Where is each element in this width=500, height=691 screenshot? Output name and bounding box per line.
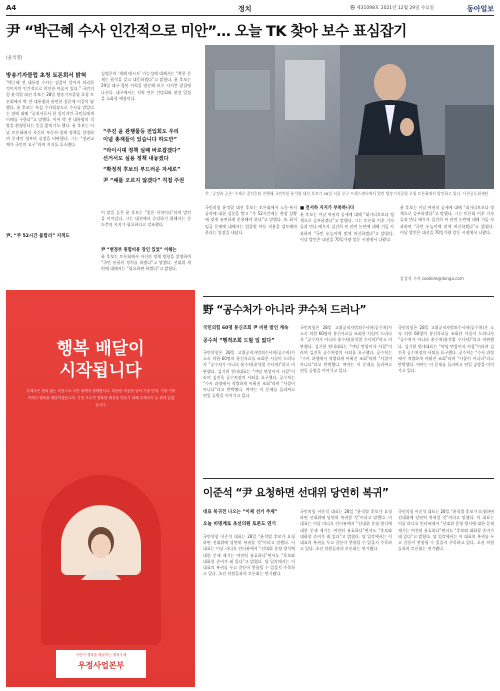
main-headline: 尹 “박근혜 수사 인간적으로 미안”… 오늘 TK 찾아 보수 표심잡기 [6,24,407,40]
ad-slogan: 국민이 행복을 배달하는 행복우체 [75,653,127,657]
ad-title [6,338,195,382]
column-3-subhead: ■ 전서하 지지가 부족하니다 [300,206,355,211]
pullquote-2: 이념 총재들이 있습니다 하도만” [103,137,177,143]
story-2-lead: 국민의힘 60명 통신조회 尹 비판 발언 계속 [203,326,289,331]
page-header [6,3,494,15]
column-1-subhead: 尹, “주 52시간 불합리” 지적도 [6,234,70,239]
story-2-headline: 野 “공수처가 아니라 尹수처 드러나” [203,304,367,316]
sub-kicker: 방송기자클럽 초청 토론회서 밝혀 [6,73,87,79]
issue-info: ㉿ 제31098호 2021년 12월 29일 수요일 [350,6,434,11]
newspaper-logo: 동아일보 [466,4,494,13]
page-number: A4 [6,4,17,12]
article-column-2b: 이 말을 들은 윤 후보는 “좋은 지적이다”라며 발언을 이어갔다. 그는 대선에서 승리하기 위해서는 중도층의 지지가 필요하다고 강조했다. [101,210,191,228]
story-3-divider [203,478,494,479]
article-column-2c: 윤 후보는 토론회에서 자신의 정책 방향을 설명하며 “국민 통합의 정치를 하겠다”고 말했다. 선대위 개편에 대해서는 “필요하면 하겠다”고 밝혔다. [101,254,191,272]
photo-scene [205,45,494,189]
story-3-column-3: 국민의힘 이준석 대표는 28일 “윤석열 후보가 요청하면 선대위에 당연히 복귀할 것”이라고 말했다. 이 대표는 이날 라디오 인터뷰에서 “선대위 운영 방식에 대한 문제 제기는 여전히 유효하다”면서도 “후보와 대화할 준비가 돼 있다”고 밝혔다. 당 일각에서는 이 대표의 복귀를 두고 갈등이 봉합될 수 있을지 주목하고 있다. 초선 의원들과의 토론회는 연기됐다. [398,509,494,552]
article-column-3b: 윤 후보는 이날 여권의 공세에 대해 “네거티브보다 정책으로 승부하겠다”고 말했다. 그는 토론회 이후 기자들과 만나 배우자 김건희 씨 관련 논란에 대해 거듭 사과하며 “국민 눈높이에 맞게 처신하겠다”고 밝혔다. 이날 발언은 대선을 70일가량 앞둔 시점에서 나왔다. [300,212,394,242]
story-2-divider [203,296,494,297]
pullquote-1: “주진 윤 관행물등 전입회도 우리 [103,129,179,135]
reporter-line [6,44,94,63]
article-byline: 강경석 기자 coolkim@donga.com [400,276,464,281]
ad-logo-box [56,650,146,678]
story-2-column-2: 국민의힘은 28일 고위공직자범죄수사처(공수처)가 소속 의원 60명의 통신자료를 조회한 사실이 드러나자 “공수처가 아니라 윤수처(윤석열 수사처)”라고 비판했다. 김기현 원내대표는 “야당 탄압이자 사찰”이라며 김진욱 공수처장의 사퇴를 요구했다. 공수처는 “수사 과정에서 적법하게 이뤄진 조회”라며 “사찰이 아니다”라고 반박했다. 여야는 이 문제를 둘러싸고 연일 공방을 이어가고 있다. [300,325,392,374]
section-title: 정치 [238,5,252,13]
story-3-headline: 이준석 “尹 요청하면 선대위 당연히 복귀” [203,487,389,499]
ad-title-line-2: 시작됩니다 [59,361,142,381]
article-column-3: 국민의힘 윤석열 대선 후보는 토론회에서 노동·복지 공약에 대한 질문을 받고 “주 52시간제는 현장 상황에 맞게 유연하게 운용해야 한다”고 말했다. 또 최저임금 문제에 대해서는 업종별 차등 적용을 검토해야 한다는 입장을 내놨다. [205,205,297,235]
ad-title-line-1: 행복 배달이 [56,339,145,359]
mailbox-illustration [41,475,161,645]
article-column-2: 김정은의 ‘새해 메시지’ 가능성에 대해서는 “북한 문제는 원칙을 갖고 대응하겠다”고 밝혔다. 윤 후보는 29일 대구·경북 지역을 방문해 보수 지지층 결집에 나선다. 대구에서는 지역 언론 간담회와 현장 일정을 소화할 예정이다. [101,71,191,101]
story-3-lead: 대표 복귀전 나오는 “이제 선거 주제” [203,510,278,515]
pullquote-3: “라이시대 정책 실패 바로잡겠다” [103,148,181,154]
person-illustration [71,520,131,580]
pullquote-box [103,128,191,185]
story-3-subhead: 오늘 비명계로 초선의원 토론도 연기 [203,522,276,527]
header-divider [6,15,494,16]
ad-organization: 우정사업본부 [77,661,125,670]
pullquote-5: “확정적 후보의 부드러운 자세로” [103,167,181,173]
pullquote-6: 尹 “쌔를 오르지 않겠다” 직접 주권 [103,178,185,184]
column-2-subhead: 尹 “현정부 통합비용 장인 있었” 이해는 [101,248,177,253]
ad-copy: 우체국은 변치 않는 마음으로 국민 곁에서 함께합니다. 따뜻한 마음을 담아 가장 먼저, 가장 가까이에서 행복을 배달하겠습니다. 국민 모두가 행복한 세상을 만들기 위해 우체국이 늘 곁에 있겠습니다. [26,389,176,407]
news-photo [205,45,494,189]
story-2-subhead: 공수처 “행적조회 드릴 일 없다” [203,338,275,344]
pullquote-4: 선거서도 실용 정책 내놓겠다 [103,156,169,162]
reporter-name: (윤석열) [6,56,23,61]
story-3-column-1: 국민의힘 이준석 대표는 28일 “윤석열 후보가 요청하면 선대위에 당연히 복귀할 것”이라고 말했다. 이 대표는 이날 라디오 인터뷰에서 “선대위 운영 방식에 대한 문제 제기는 여전히 유효하다”면서도 “후보와 대화할 준비가 돼 있다”고 밝혔다. 당 일각에서는 이 대표의 복귀를 두고 갈등이 봉합될 수 있을지 주목하고 있다. 초선 의원들과의 토론회는 연기됐다. [203,534,295,577]
story-2-column-1: 국민의힘은 28일 고위공직자범죄수사처(공수처)가 소속 의원 60명의 통신자료를 조회한 사실이 드러나자 “공수처가 아니라 윤수처(윤석열 수사처)”라고 비판했다. 김기현 원내대표는 “야당 탄압이자 사찰”이라며 김진욱 공수처장의 사퇴를 요구했다. 공수처는 “수사 과정에서 적법하게 이뤄진 조회”라며 “사찰이 아니다”라고 반박했다. 여야는 이 문제를 둘러싸고 연일 공방을 이어가고 있다. [203,350,295,399]
photo-caption: 尹, ‘공정과 공존’ 주제로 질의응답 진행해 국민의힘 윤석열 대선 후보가 28일 서울 중구 프레스센터에서 열린 방송기자클럽 초청 토론회에서 발언하고 있다. 사진공동취재단 [205,191,489,196]
story-3-column-2: 국민의힘 이준석 대표는 28일 “윤석열 후보가 요청하면 선대위에 당연히 복귀할 것”이라고 말했다. 이 대표는 이날 라디오 인터뷰에서 “선대위 운영 방식에 대한 문제 제기는 여전히 유효하다”면서도 “후보와 대화할 준비가 돼 있다”고 밝혔다. 당 일각에서는 이 대표의 복귀를 두고 갈등이 봉합될 수 있을지 주목하고 있다. 초선 의원들과의 토론회는 연기됐다. [300,509,392,552]
article-column-1: “박근혜 전 대통령 수사는 검찰이 알아서 처리한 것이지만 인간적으로 미안한 마음이 있다.” 국민의힘 윤석열 대선 후보는 28일 방송기자클럽 초청 토론회에서 박 전 대통령과 관련한 질문에 이같이 답했다. 윤 후보는 특검 수사팀장으로 수사를 맡았다는 점에 대해 “공직자로서 한 일이지만 국민들에게 이해를 구한다”고 말했다. 이어 박 전 대통령의 석방을 환영한다는 뜻을 밝히기도 했다. 윤 후보는 이날 토론회에서 자신의 부동산·경제 정책을 설명하며 문재인 정부의 실정을 비판했다. 그는 “정권교체가 국민의 요구”라며 지지를 호소했다. [6,80,94,148]
post-office-ad [6,290,195,687]
article-column-4: 윤 후보는 이날 여권의 공세에 대해 “네거티브보다 정책으로 승부하겠다”고 말했다. 그는 토론회 이후 기자들과 만나 배우자 김건희 씨 관련 논란에 대해 거듭 사과하며 “국민 눈높이에 맞게 처신하겠다”고 밝혔다. 이날 발언은 대선을 70일가량 앞둔 시점에서 나왔다. [400,205,494,235]
story-2-column-3: 국민의힘은 28일 고위공직자범죄수사처(공수처)가 소속 의원 60명의 통신자료를 조회한 사실이 드러나자 “공수처가 아니라 윤수처(윤석열 수사처)”라고 비판했다. 김기현 원내대표는 “야당 탄압이자 사찰”이라며 김진욱 공수처장의 사퇴를 요구했다. 공수처는 “수사 과정에서 적법하게 이뤄진 조회”라며 “사찰이 아니다”라고 반박했다. 여야는 이 문제를 둘러싸고 연일 공방을 이어가고 있다. [398,325,494,374]
